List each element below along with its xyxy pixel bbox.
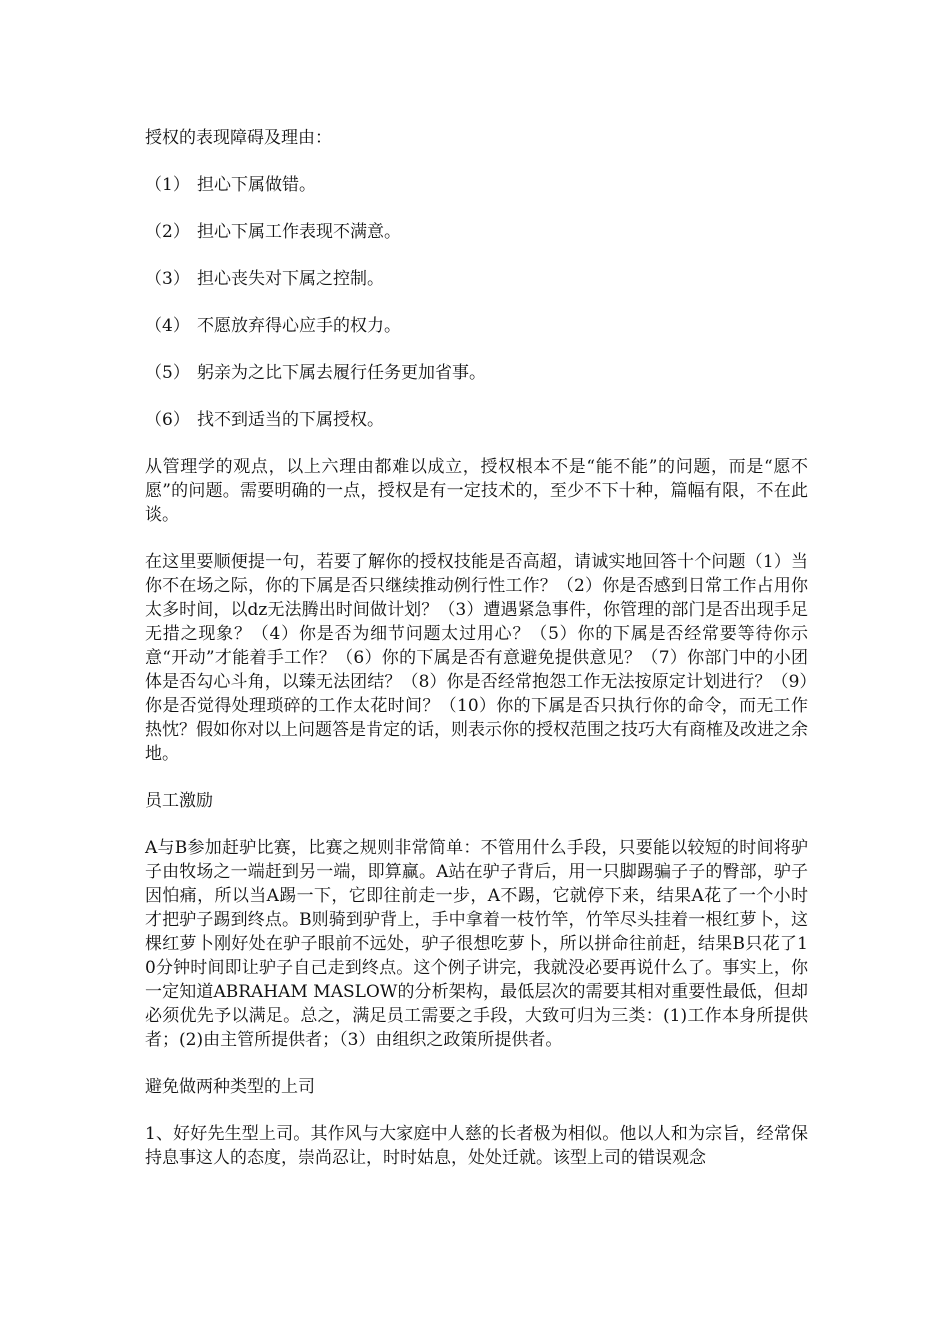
list-index: （5） [145, 363, 190, 383]
list-index: （4） [145, 316, 190, 336]
list-text: 躬亲为之比下属去履行任务更加省事。 [197, 363, 486, 383]
list-item [145, 361, 808, 385]
list-item [145, 408, 808, 432]
heading-employee-motivation: 员工激励 [145, 791, 213, 811]
list-text: 担心下属做错。 [197, 175, 316, 195]
section-title: 授权的表现障碍及理由： [145, 128, 332, 148]
list-text: 担心丧失对下属之控制。 [197, 269, 384, 289]
document-page [145, 126, 808, 1193]
list-text: 担心下属工作表现不满意。 [197, 222, 401, 242]
paragraph-donkey-race: A与B参加赶驴比赛，比赛之规则非常简单：不管用什么手段，只要能以较短的时间将驴子由牧场之一端赶到另一端，即算赢。A站在驴子背后，用一只脚踢骗子子的臀部，驴子因怕痛，所以当A踢一下，它即往前走一步，A不踢，它就停下来，结果A花了一个小时才把驴子踢到终点。B则骑到驴背上，手中拿着一枝竹竿，竹竿尽头挂着一根红萝卜，这棵红萝卜刚好处在驴子眼前不远处，驴子很想吃萝卜，所以拼命往前赶，结果B只花了10分钟时间即让驴子自己走到终点。这个例子讲完，我就没必要再说什么了。事实上，你一定知道ABRAHAM MASLOW的分析架构，最低层次的需要其相对重要性最低，但却必须优先予以满足。总之，满足员工需要之手段，大致可归为三类：(1)工作本身所提供者；(2)由主管所提供者；（3）由组织之政策所提供者。 [145, 838, 808, 1050]
list-index: （2） [145, 222, 190, 242]
heading-avoid-two-bosses: 避免做两种类型的上司 [145, 1077, 315, 1097]
list-text: 不愿放弃得心应手的权力。 [197, 316, 401, 336]
list-item [145, 267, 808, 291]
list-index: （6） [145, 410, 190, 430]
list-index: （3） [145, 269, 190, 289]
list-index: （1） [145, 175, 190, 195]
paragraph-nice-guy-boss: 1、好好先生型上司。其作风与大家庭中人慈的长者极为相似。他以人和为宗旨，经常保持息事这人的态度，崇尚忍让，时时姑息，处处迁就。该型上司的错误观念 [145, 1124, 808, 1168]
paragraph-management-view: 从管理学的观点，以上六理由都难以成立，授权根本不是“能不能”的问题，而是“愿不愿”的问题。需要明确的一点，授权是有一定技术的，至少不下十种，篇幅有限，不在此谈。 [145, 457, 808, 525]
list-text: 找不到适当的下属授权。 [197, 410, 384, 430]
list-item [145, 220, 808, 244]
list-item [145, 314, 808, 338]
paragraph-ten-questions: 在这里要顺便提一句，若要了解你的授权技能是否高超，请诚实地回答十个问题（1）当你不在场之际，你的下属是否只继续推动例行性工作？（2）你是否感到日常工作占用你太多时间，以dz无法腾出时间做计划？（3）遭遇紧急事件，你管理的部门是否出现手足无措之现象？（4）你是否为细节问题太过用心？（5）你的下属是否经常要等待你示意“开动”才能着手工作？（6）你的下属是否有意避免提供意见？（7）你部门中的小团体是否勾心斗角，以臻无法团结？（8）你是否经常抱怨工作无法按原定计划进行？（9）你是否觉得处理琐碎的工作太花时间？（10）你的下属是否只执行你的命令，而无工作热忱？假如你对以上问题答是肯定的话，则表示你的授权范围之技巧大有商榷及改进之余地。 [145, 552, 808, 764]
list-item [145, 173, 808, 197]
